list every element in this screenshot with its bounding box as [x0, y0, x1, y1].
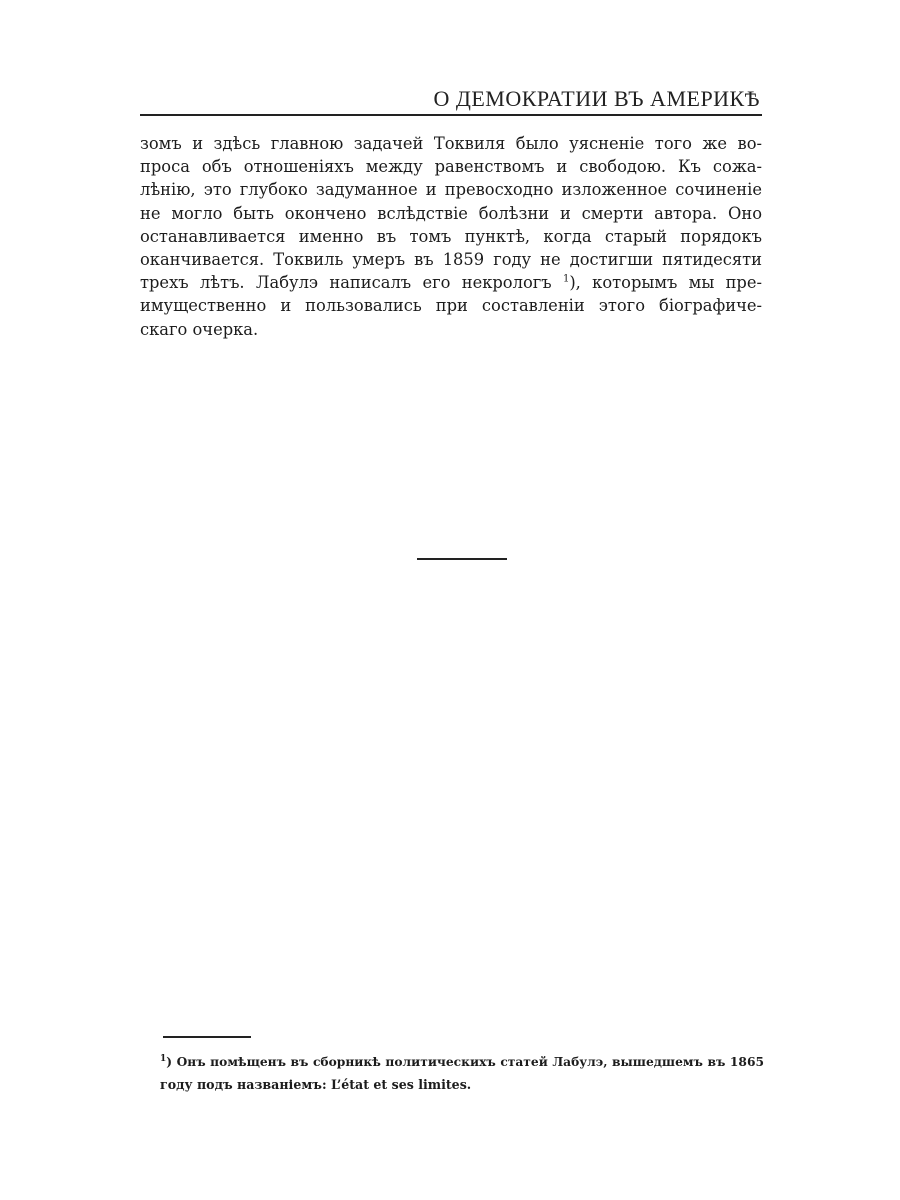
text-line-5: останавливается именно въ томъ пунктѣ, когда старый порядокъ [140, 226, 762, 246]
text-line-8: имущественно и пользовались при составленіи этого біографиче- [140, 296, 762, 316]
footnote-marker: 1 [160, 1053, 167, 1064]
text-line-6: оканчивается. Токвиль умеръ въ 1859 году не достигши пятидесяти [140, 250, 762, 270]
text-line-3: лѣнію, это глубоко задуманное и превосходно изложенное сочиненіе [140, 180, 762, 200]
footnote-line-2: году подъ названіемъ: L’état et ses limites. [160, 1077, 472, 1092]
footnote-line-1-text: ) Онъ помѣщенъ въ сборникѣ политическихъ статей Лабулэ, вышедшемъ въ 1865 [166, 1054, 764, 1069]
text-line-9: скаго очерка. [140, 319, 259, 339]
footnote-rule [163, 1036, 251, 1038]
text-line-2: проса объ отношеніяхъ между равенствомъ и свободою. Къ сожа- [140, 157, 762, 177]
text-line-7-start: трехъ лѣтъ. Лабулэ написалъ его некрологъ [140, 273, 552, 293]
body-paragraph [140, 132, 762, 341]
text-line-4: не могло быть окончено вслѣдствіе болѣзни и смерти автора. Оно [140, 203, 762, 223]
text-line-7-end: ), которымъ мы пре- [569, 273, 762, 293]
header-rule [140, 114, 762, 116]
running-head: О ДЕМОКРАТИИ ВЪ АМЕРИКѢ [433, 86, 760, 111]
footnote [160, 1050, 764, 1096]
text-line-1: зомъ и здѣсь главною задачей Токвиля было уясненіе того же во- [140, 134, 762, 153]
section-divider [417, 558, 507, 560]
text-line-7 [140, 271, 762, 294]
footnote-reference[interactable]: 1 [562, 273, 570, 285]
footnote-line-1 [160, 1050, 764, 1073]
